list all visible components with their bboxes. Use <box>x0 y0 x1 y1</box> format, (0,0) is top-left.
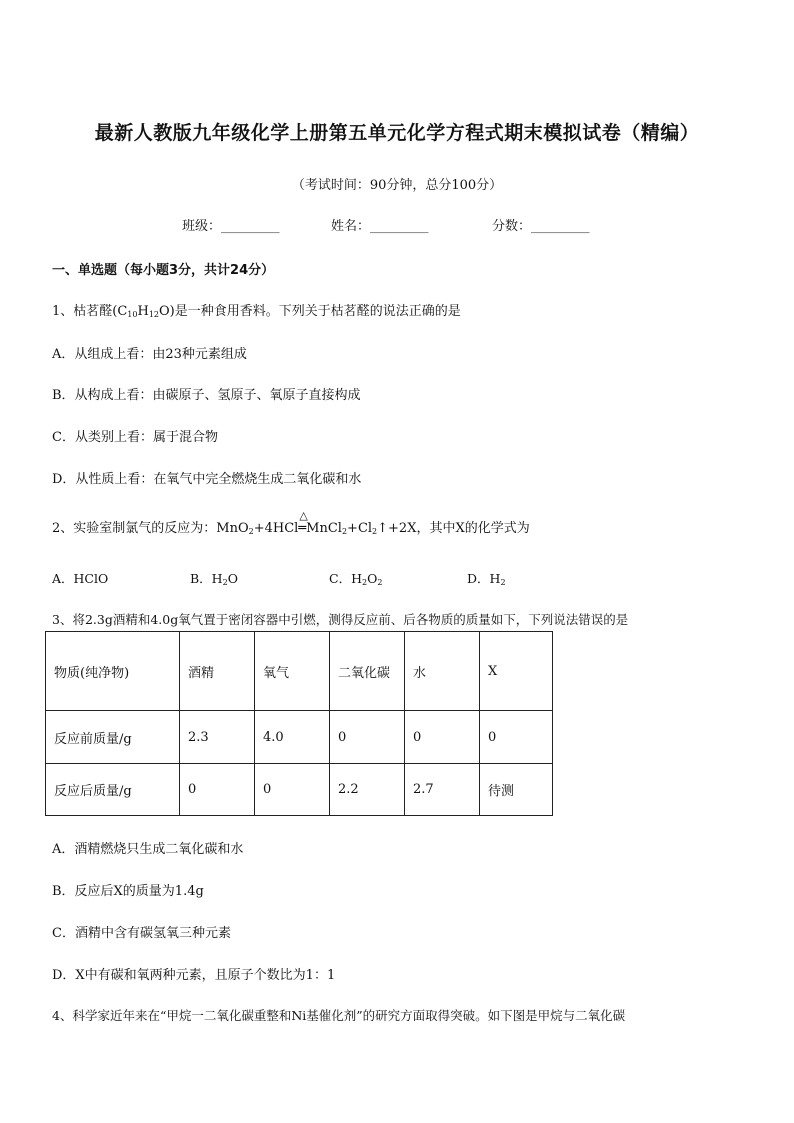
question-3-stem: 3、将2.3g酒精和4.0g氧气置于密闭容器中引燃，测得反应前、后各物质的质量如下，下列说法错误的是 <box>52 612 629 627</box>
exam-subtitle: （考试时间：90分钟，总分100分） <box>291 178 503 193</box>
table-cell: 待测 <box>480 764 553 816</box>
table-header-row <box>46 632 553 711</box>
question-1-option-b: B．从构成上看：由碳原子、氢原子、氧原子直接构成 <box>52 388 361 403</box>
table-cell: 2.2 <box>330 764 405 816</box>
score-field-label: 分数：_________ <box>492 219 590 234</box>
table-cell: 0 <box>405 711 480 764</box>
table-cell: 0 <box>180 764 255 816</box>
table-header-cell: X <box>480 632 553 711</box>
question-3-option-d: D．X中有碳和氧两种元素，且原子个数比为1：1 <box>52 968 336 983</box>
question-3-option-c: C．酒精中含有碳氢氧三种元素 <box>52 926 231 941</box>
table-header-cell: 物质(纯净物) <box>46 632 180 711</box>
question-2-option-c: C．$H_2O_2$ <box>329 571 383 587</box>
question-1-stem: 1、枯茗醛$(C_{10}H_{12}O)$是一种食用香料。下列关于枯茗醛的说法正确的是 <box>52 304 461 319</box>
question-2-option-b: B．$H_2O$ <box>190 571 238 587</box>
question-1-option-d: D．从性质上看：在氧气中完全燃烧生成二氧化碳和水 <box>52 472 362 487</box>
question-1-option-a: A．从组成上看：由23种元素组成 <box>52 347 247 362</box>
question-3-option-b: B．反应后X的质量为1.4g <box>52 884 204 899</box>
section-heading-single-choice: 一、单选题（每小题3分，共计24分） <box>52 263 275 278</box>
page-title: 最新人教版九年级化学上册第五单元化学方程式期末模拟试卷（精编） <box>94 122 700 144</box>
table-cell: 2.7 <box>405 764 480 816</box>
table-row <box>46 764 553 816</box>
table-cell: 反应前质量/g <box>46 711 180 764</box>
question-3-option-a: A．酒精燃烧只生成二氧化碳和水 <box>52 842 244 857</box>
table-cell: 0 <box>480 711 553 764</box>
question-1-option-c: C．从类别上看：属于混合物 <box>52 430 218 445</box>
table-row <box>46 711 553 764</box>
table-cell: 反应后质量/g <box>46 764 180 816</box>
table-cell: 4.0 <box>255 711 330 764</box>
table-cell: 0 <box>255 764 330 816</box>
table-header-cell: 水 <box>405 632 480 711</box>
table-header-cell: 氧气 <box>255 632 330 711</box>
class-field-label: 班级：_________ <box>182 219 280 234</box>
name-field-label: 姓名：_________ <box>331 219 429 234</box>
mass-data-table <box>45 631 553 816</box>
table-header-cell: 酒精 <box>180 632 255 711</box>
question-2-option-d: D．$H_2$ <box>467 571 506 587</box>
question-2-option-a: A．HClO <box>52 571 109 586</box>
question-2-stem: 2、实验室制氯气的反应为：MnO$_2$+4HCl △ $═MnCl_2+Cl_2↑+2X$，其中X的化学式为 <box>52 509 530 536</box>
table-cell: 2.3 <box>180 711 255 764</box>
question-4-stem: 4、科学家近年来在“甲烷一二氧化碳重整和Ni基催化剂”的研究方面取得突破。如下图是甲烷与二氧化碳 <box>52 1008 626 1023</box>
table-cell: 0 <box>330 711 405 764</box>
table-header-cell: 二氧化碳 <box>330 632 405 711</box>
heat-condition-symbol: △ ═ <box>298 509 308 536</box>
